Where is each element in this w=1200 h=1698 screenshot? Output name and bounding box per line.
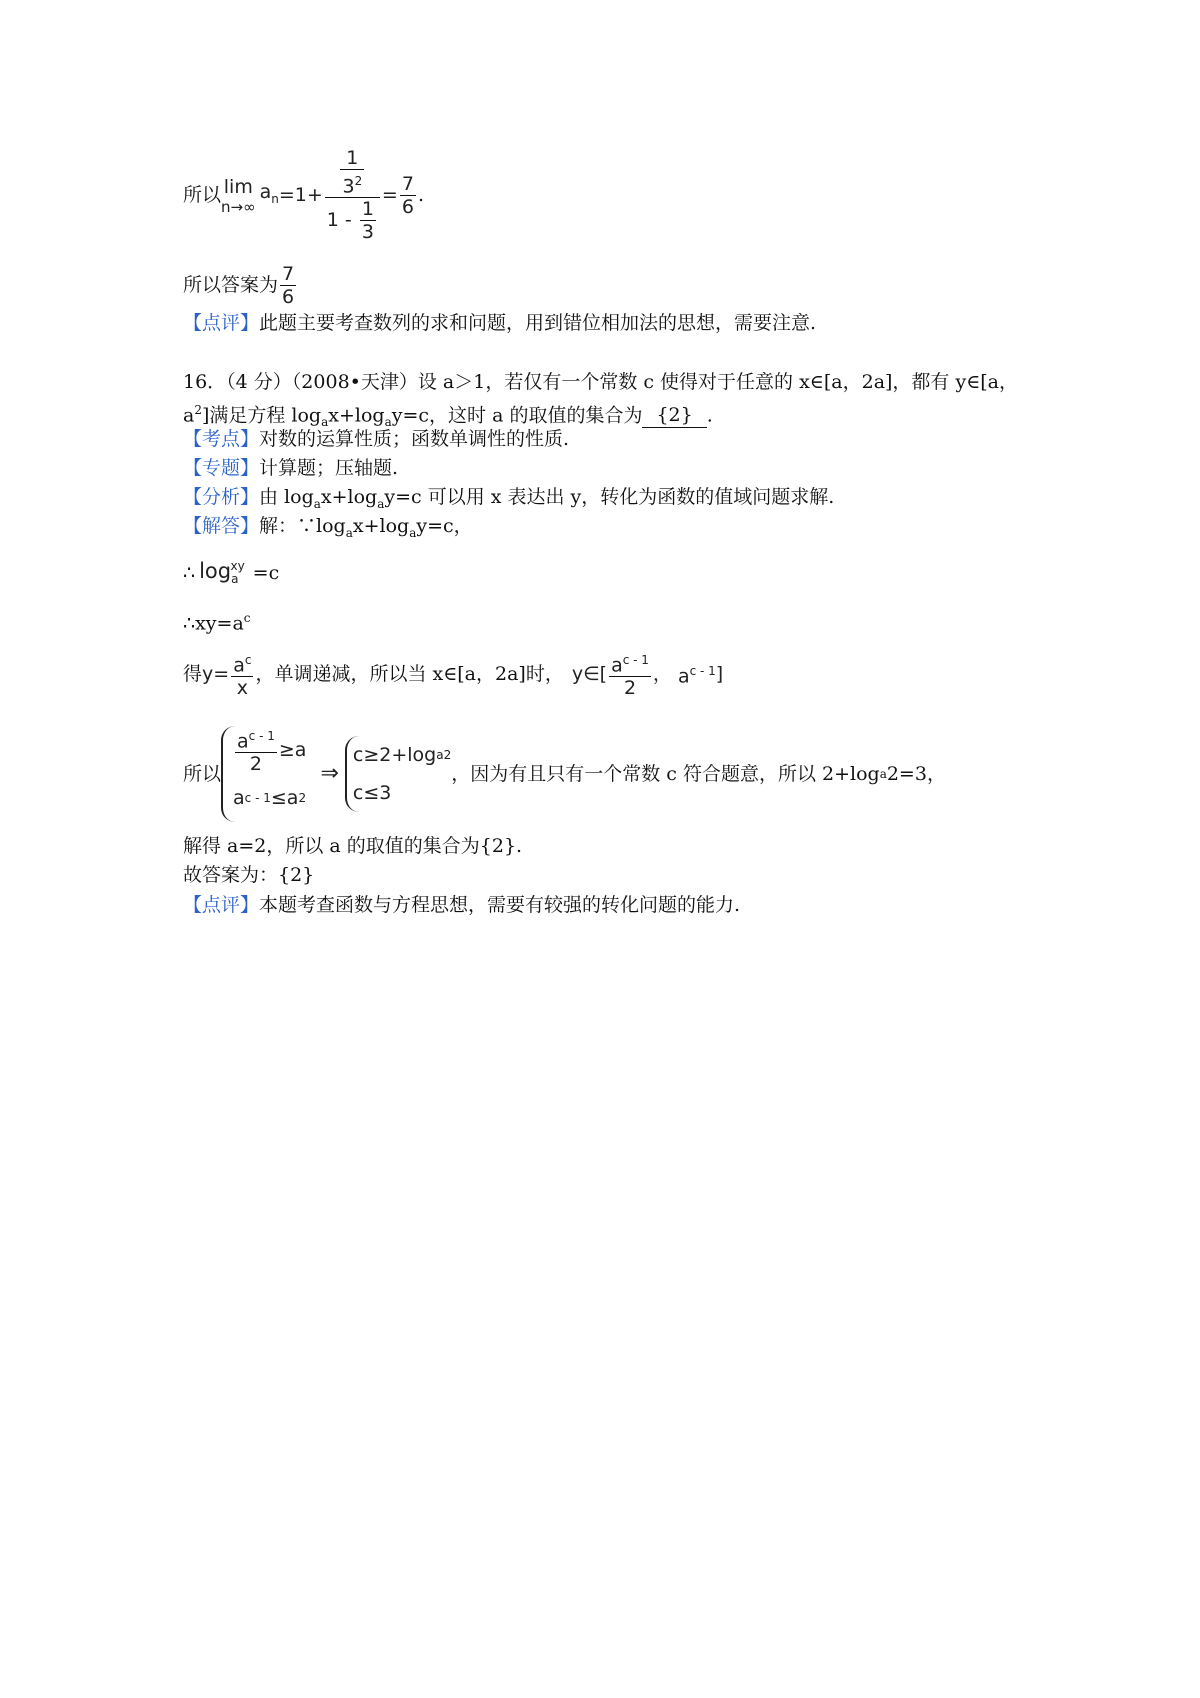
fenxi-tag: 【分析】 <box>183 486 260 508</box>
a-n-term: $a_n$ <box>259 180 279 206</box>
lim-subscript: n→∞ <box>221 198 256 216</box>
fenxi-line: 【分析】由 $\log_ax+\log_ay=c$ 可以用 x 表达出 y，转化为函数的值域问题求解. <box>183 486 835 511</box>
y-fraction: $\frac{a^c}{x}$ <box>233 652 252 700</box>
inner-fraction-bottom: $\frac{1}{3}$ <box>361 198 374 244</box>
final-answer-line: 故答案为：{2} <box>183 864 315 886</box>
review-tag: 【点评】 <box>183 894 260 916</box>
text-suoyi: 所以 <box>183 184 222 206</box>
equals-one-plus: =1+ <box>278 184 323 206</box>
step-log-line: ∴ $\log_a^{xy}$ =c <box>183 553 279 593</box>
period: . <box>417 184 424 206</box>
review-tag: 【点评】 <box>183 312 260 334</box>
right-system: c≥2+log a 2 c≤3 <box>345 736 451 812</box>
log-xy: $\log_a^{xy}$ <box>199 559 245 587</box>
system-line: 所以 $\frac{a^{c - 1}}{2}$ ≥a a c - 1 ≤a 2 ⇒ c≥2+log a 2 c≤3 ，因为有且只有一个常数 c 符合题意，所以 2+log a 2=3， <box>183 722 946 826</box>
limit-result-line <box>183 140 424 250</box>
review-text: 此题主要考查数列的求和问题，用到错位相加法的思想，需要注意. <box>259 312 817 334</box>
jieda-line: 【解答】解：$\because\log_ax+\log_ay=c$， <box>183 515 473 540</box>
question-16-line1: 16．（4 分）（2008•天津）设 a＞1，若仅有一个常数 c 使得对于任意的 x∈[a，2a]，都有 y∈[a， <box>183 371 1019 393</box>
limit-operator <box>221 175 256 215</box>
review-line-15 <box>183 311 816 335</box>
question-16-line2: $a^2$]满足方程 $\log_ax+\log_ay=c$，这时 a 的取值的集合为 {2} . <box>183 403 713 430</box>
review-line-16: 【点评】本题考查函数与方程思想，需要有较强的转化问题的能力. <box>183 894 741 916</box>
answer-blank: {2} <box>642 403 706 428</box>
equals-sign: = <box>381 184 398 206</box>
solve-line: 解得 a=2，所以 a 的取值的集合为{2}. <box>183 835 523 857</box>
jieda-tag: 【解答】 <box>183 515 260 537</box>
series-denominator: 1 - $\frac{1}{3}$ <box>326 198 374 244</box>
kaodian-line: 【考点】对数的运算性质；函数单调性的性质. <box>183 428 570 450</box>
left-system: $\frac{a^{c - 1}}{2}$ ≥a a c - 1 ≤a 2 <box>221 726 306 822</box>
zhuanti-tag: 【专题】 <box>183 457 260 479</box>
result-fraction: $\frac{7}{6}$ <box>401 172 414 218</box>
answer-line <box>183 260 298 310</box>
step-xy-line: $\therefore xy=a^c$ <box>183 611 251 635</box>
series-fraction <box>325 147 380 243</box>
series-numerator <box>336 147 368 197</box>
implies-arrow: ⇒ <box>320 761 339 786</box>
kaodian-tag: 【考点】 <box>183 428 260 450</box>
lim-word: lim <box>223 176 253 198</box>
zhuanti-line: 【专题】计算题；压轴题. <box>183 457 399 479</box>
inner-fraction-top: $\frac{1}{3^2}$ <box>342 146 363 198</box>
answer-prefix: 所以答案为 <box>183 274 279 296</box>
step-range-line: 得 y= $\frac{a^c}{x}$ ，单调递减，所以当 x∈[a，2a]时， y∈[ $\frac{a^{c - 1}}{2}$ ， $a^{c - 1}$ ] <box>183 648 723 700</box>
answer-fraction: $\frac{7}{6}$ <box>282 262 295 308</box>
range-lower-fraction: $\frac{a^{c - 1}}{2}$ <box>611 652 649 700</box>
